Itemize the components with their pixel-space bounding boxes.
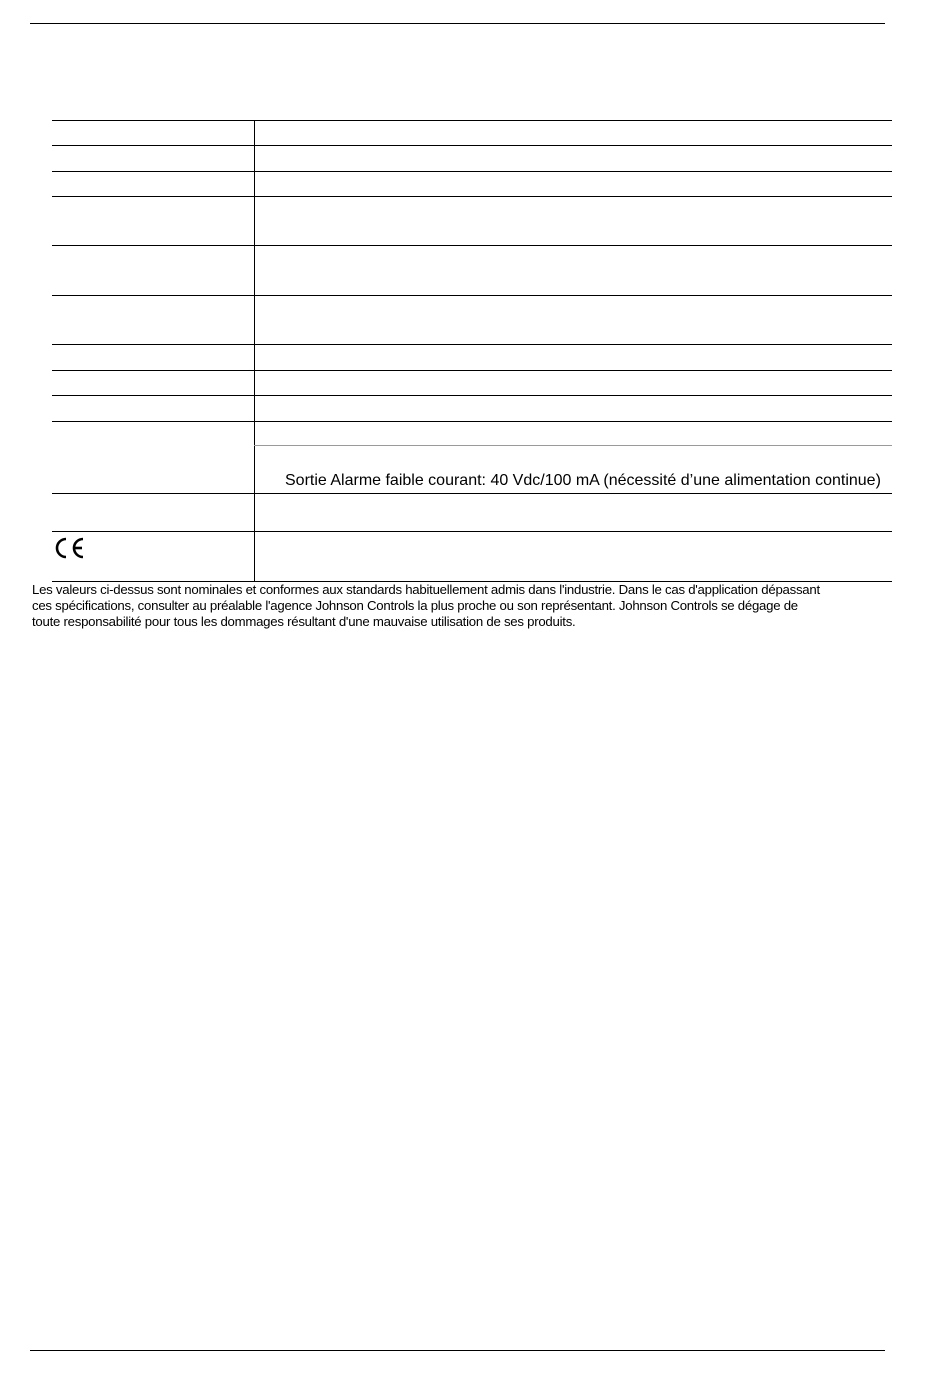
table-row-rule: [52, 531, 892, 532]
disclaimer-line: toute responsabilité pour tous les dommages résultant d'une mauvaise utilisation de ses produits.: [32, 614, 576, 629]
table-row-rule: [52, 145, 892, 146]
table-row-rule: [52, 395, 892, 396]
table-row-rule: [52, 493, 892, 494]
table-row-rule: [52, 421, 892, 422]
table-row-rule: [52, 370, 892, 371]
table-subrow-rule: [254, 445, 892, 446]
footer-rule: [30, 1350, 885, 1351]
table-row-rule: [52, 344, 892, 345]
alarm-output-spec: Sortie Alarme faible courant: 40 Vdc/100 mA (nécessité d’une alimentation continue): [285, 472, 881, 489]
table-row-rule: [52, 245, 892, 246]
table-row-rule: [52, 120, 892, 121]
disclaimer-line: ces spécifications, consulter au préalable l'agence Johnson Controls la plus proche ou son représentant. Johnson Controls se dégage de: [32, 598, 798, 613]
ce-conformity-mark-icon: [53, 536, 87, 560]
disclaimer-line: Les valeurs ci-dessus sont nominales et conformes aux standards habituellement admis dans l'industrie. Dans le cas d'application dépassant: [32, 582, 820, 597]
table-column-divider: [254, 120, 255, 581]
disclaimer-paragraph: [32, 582, 902, 630]
header-rule: [30, 23, 885, 24]
table-row-rule: [52, 171, 892, 172]
table-row-rule: [52, 196, 892, 197]
table-row-rule: [52, 295, 892, 296]
